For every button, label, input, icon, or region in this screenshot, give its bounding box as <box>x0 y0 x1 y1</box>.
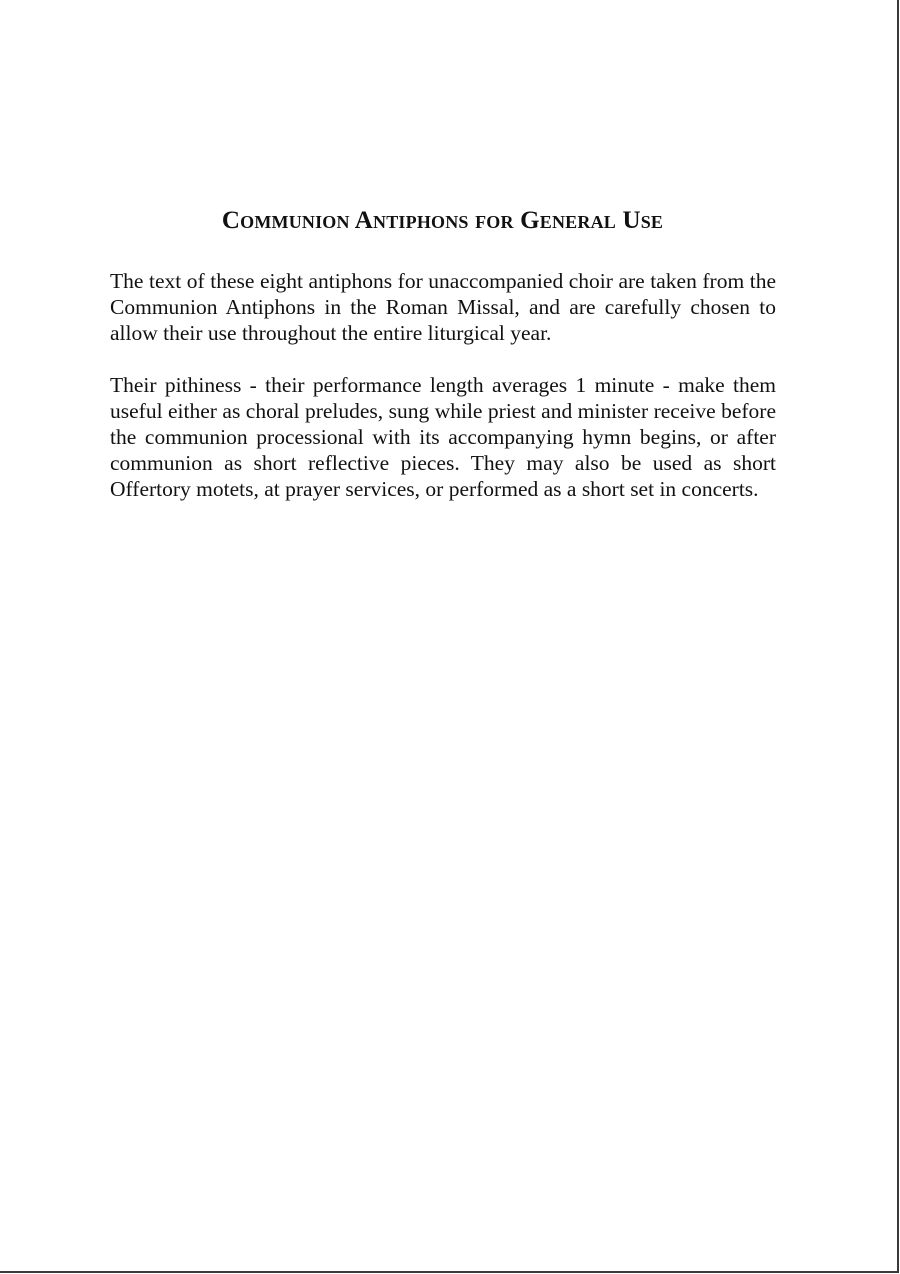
page-title: Communion Antiphons for General Use <box>221 207 664 234</box>
usage-paragraph: Their pithiness - their performance length averages 1 minute - make them useful either as choral preludes, sung while priest and minister receive before the communion processional with its accompanying hymn begins, or after communion as short reflective pieces. They may also be used as short Offertory motets, at prayer services, or performed as a short set in concerts. <box>110 373 776 501</box>
intro-paragraph: The text of these eight antiphons for unaccompanied choir are taken from the Communion Antiphons in the Roman Missal, and are carefully chosen to allow their use throughout the entire liturgical year. <box>110 269 776 345</box>
